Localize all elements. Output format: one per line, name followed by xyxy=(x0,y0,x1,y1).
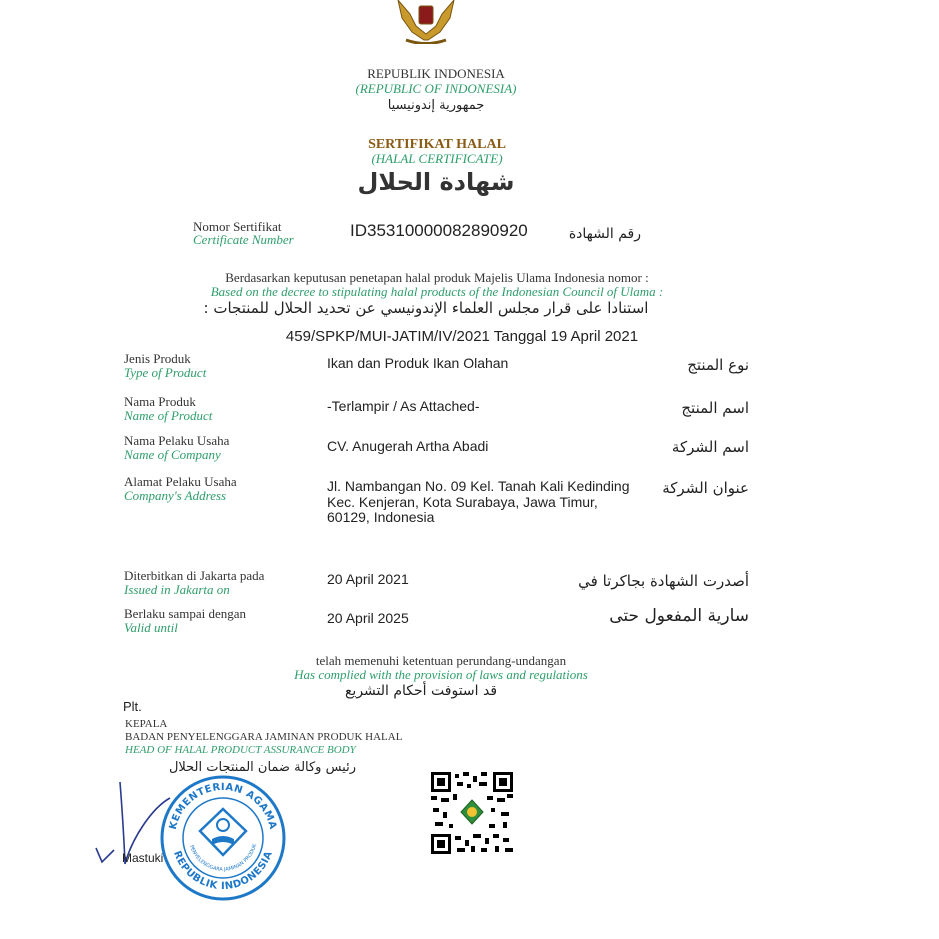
issued-label: Diterbitkan di Jakarta pada xyxy=(124,568,265,583)
company-address-label-ar: عنوان الشركة xyxy=(662,479,749,497)
company-name-value: CV. Anugerah Artha Abadi xyxy=(327,438,489,454)
product-name-label: Nama Produk xyxy=(124,394,196,409)
garuda-emblem xyxy=(392,0,460,44)
valid-label: Berlaku sampai dengan xyxy=(124,606,247,621)
valid-label-en: Valid until xyxy=(124,620,178,635)
company-name-label-en: Name of Company xyxy=(124,447,221,462)
signatory-body-ar: رئيس وكالة ضمان المنتجات الحلال xyxy=(168,760,356,775)
product-type-label-en: Type of Product xyxy=(124,365,207,380)
decree-text: Berdasarkan keputusan penetapan halal produk Majelis Ulama Indonesia nomor : xyxy=(225,270,649,285)
address-line: 60129, Indonesia xyxy=(327,509,435,525)
valid-label-ar: سارية المفعول حتى xyxy=(609,606,749,626)
certificate-title-ar: شهادة الحلال xyxy=(357,168,515,196)
signatory-name: Mastuki xyxy=(122,851,164,865)
compliance-text-en: Has complied with the provision of laws and regulations xyxy=(294,667,588,682)
product-name-value: -Terlampir / As Attached- xyxy=(327,398,480,414)
company-name-label-ar: اسم الشركة xyxy=(671,438,749,456)
company-address-label: Alamat Pelaku Usaha xyxy=(124,474,237,489)
country-name: REPUBLIK INDONESIA xyxy=(367,66,505,81)
issued-label-ar: أصدرت الشهادة بجاكرتا في xyxy=(578,572,749,590)
issued-label-en: Issued in Jakarta on xyxy=(124,582,230,597)
compliance-text: telah memenuhi ketentuan perundang-undangan xyxy=(315,653,567,668)
stamp-bottom-text: REPUBLIK INDONESIA xyxy=(171,849,275,893)
signatory-body-en: HEAD OF HALAL PRODUCT ASSURANCE BODY xyxy=(125,744,356,756)
company-address-value xyxy=(327,479,630,526)
qr-code xyxy=(431,772,513,854)
product-name-label-en: Name of Product xyxy=(124,408,213,423)
company-address-label-en: Company's Address xyxy=(124,488,227,503)
ministry-emblem-icon xyxy=(200,809,246,855)
address-line: Kec. Kenjeran, Kota Surabaya, Jawa Timur, xyxy=(327,493,598,510)
compliance-text-ar: قد استوفت أحكام التشريع xyxy=(344,683,498,699)
official-stamp xyxy=(158,773,288,903)
company-name-label: Nama Pelaku Usaha xyxy=(124,433,230,448)
plt-label: Plt. xyxy=(123,699,142,714)
address-line: Jl. Nambangan No. 09 Kel. Tanah Kali Kedinding xyxy=(327,478,630,494)
product-type-label: Jenis Produk xyxy=(124,351,191,366)
country-name-en: (REPUBLIC OF INDONESIA) xyxy=(355,81,517,96)
country-name-ar: جمهورية إندونيسيا xyxy=(387,98,485,113)
issued-date: 20 April 2021 xyxy=(327,571,409,587)
signatory-title: KEPALA xyxy=(125,718,168,730)
signatory-body: BADAN PENYELENGGARA JAMINAN PRODUK HALAL xyxy=(125,731,403,743)
decree-text-en: Based on the decree to stipulating halal products of the Indonesian Council of Ulama : xyxy=(210,284,664,299)
valid-date: 20 April 2025 xyxy=(327,610,409,626)
stamp-inner-text: PENYELENGGARA JAMINAN PRODUK xyxy=(188,843,259,873)
product-type-value: Ikan dan Produk Ikan Olahan xyxy=(327,355,509,371)
decree-number: 459/SPKP/MUI-JATIM/IV/2021 Tanggal 19 April 2021 xyxy=(285,328,639,345)
stamp-top-text: KEMENTERIAN AGAMA xyxy=(167,781,279,831)
cert-number-value: ID35310000082890920 xyxy=(350,221,528,240)
product-name-label-ar: اسم المنتج xyxy=(681,399,749,417)
decree-text-ar: استنادا على قرار مجلس العلماء الإندونيسي عن تحديد الحلال للمنتجات : xyxy=(203,299,649,317)
cert-number-label-ar: رقم الشهادة xyxy=(568,226,641,242)
certificate-title: SERTIFIKAT HALAL xyxy=(368,137,506,152)
cert-number-label: Nomor Sertifikat xyxy=(193,219,282,234)
cert-number-label-en: Certificate Number xyxy=(193,232,294,247)
certificate-title-en: (HALAL CERTIFICATE) xyxy=(371,151,503,166)
product-type-label-ar: نوع المنتج xyxy=(687,356,749,374)
